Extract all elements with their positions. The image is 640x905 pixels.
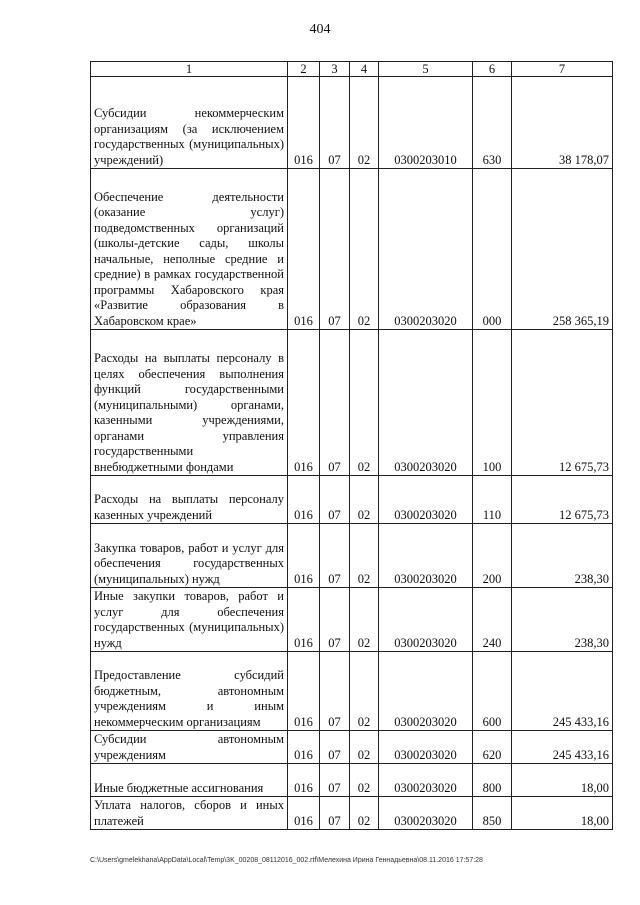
row-ministry-code: 016 xyxy=(288,476,320,524)
table-row xyxy=(91,330,613,476)
table-row xyxy=(91,524,613,588)
row-target-article: 0300203020 xyxy=(379,764,473,797)
row-subsection: 02 xyxy=(350,524,379,588)
row-subsection: 02 xyxy=(350,731,379,764)
row-subsection: 02 xyxy=(350,476,379,524)
header-cell-3: 3 xyxy=(320,62,350,77)
budget-table xyxy=(90,61,613,830)
row-target-article: 0300203020 xyxy=(379,731,473,764)
row-amount: 245 433,16 xyxy=(512,731,613,764)
header-cell-2: 2 xyxy=(288,62,320,77)
row-expense-type: 100 xyxy=(473,330,512,476)
row-section: 07 xyxy=(320,588,350,652)
header-cell-5: 5 xyxy=(379,62,473,77)
row-section: 07 xyxy=(320,652,350,731)
row-expense-type: 630 xyxy=(473,77,512,169)
row-expense-type: 850 xyxy=(473,797,512,830)
row-amount: 245 433,16 xyxy=(512,652,613,731)
row-expense-type: 240 xyxy=(473,588,512,652)
row-ministry-code: 016 xyxy=(288,797,320,830)
row-name: Предоставление субсидий бюджетным, автономным учреждениям и иным некоммерческим организациям xyxy=(91,652,288,731)
row-name: Расходы на выплаты персоналу в целях обеспечения выполнения функций государственными (муниципальными) органами, казенными учреждениями, органами управления государственными внебюджетными фондами xyxy=(91,330,288,476)
row-name: Обеспечение деятельности (оказание услуг) подведомственных организаций (школы-детские сады, школы начальные, неполные средние и средние) в рамках государственной программы Хабаровского края «Развитие образования в Хабаровском крае» xyxy=(91,169,288,330)
row-amount: 238,30 xyxy=(512,588,613,652)
row-expense-type: 600 xyxy=(473,652,512,731)
row-expense-type: 000 xyxy=(473,169,512,330)
header-cell-6: 6 xyxy=(473,62,512,77)
row-name: Иные закупки товаров, работ и услуг для обеспечения государственных (муниципальных) нужд xyxy=(91,588,288,652)
row-subsection: 02 xyxy=(350,330,379,476)
row-subsection: 02 xyxy=(350,588,379,652)
page-number: 404 xyxy=(309,22,331,37)
row-expense-type: 110 xyxy=(473,476,512,524)
row-target-article: 0300203010 xyxy=(379,77,473,169)
row-target-article: 0300203020 xyxy=(379,588,473,652)
row-amount: 258 365,19 xyxy=(512,169,613,330)
row-name: Уплата налогов, сборов и иных платежей xyxy=(91,797,288,830)
row-target-article: 0300203020 xyxy=(379,797,473,830)
row-section: 07 xyxy=(320,764,350,797)
table-row xyxy=(91,764,613,797)
row-ministry-code: 016 xyxy=(288,524,320,588)
row-subsection: 02 xyxy=(350,652,379,731)
row-target-article: 0300203020 xyxy=(379,169,473,330)
row-name: Субсидии автономным учреждениям xyxy=(91,731,288,764)
table-row xyxy=(91,588,613,652)
row-ministry-code: 016 xyxy=(288,330,320,476)
row-ministry-code: 016 xyxy=(288,77,320,169)
table-row xyxy=(91,731,613,764)
row-expense-type: 620 xyxy=(473,731,512,764)
row-amount: 38 178,07 xyxy=(512,77,613,169)
row-target-article: 0300203020 xyxy=(379,330,473,476)
row-name: Расходы на выплаты персоналу казенных учреждений xyxy=(91,476,288,524)
row-amount: 18,00 xyxy=(512,797,613,830)
row-amount: 12 675,73 xyxy=(512,330,613,476)
table-row xyxy=(91,797,613,830)
row-amount: 18,00 xyxy=(512,764,613,797)
row-ministry-code: 016 xyxy=(288,588,320,652)
row-subsection: 02 xyxy=(350,77,379,169)
table-row xyxy=(91,77,613,169)
row-name: Иные бюджетные ассигнования xyxy=(91,764,288,797)
table-row xyxy=(91,476,613,524)
row-target-article: 0300203020 xyxy=(379,652,473,731)
row-subsection: 02 xyxy=(350,797,379,830)
row-section: 07 xyxy=(320,330,350,476)
row-ministry-code: 016 xyxy=(288,764,320,797)
header-cell-4: 4 xyxy=(350,62,379,77)
header-row xyxy=(91,62,613,77)
row-expense-type: 200 xyxy=(473,524,512,588)
row-target-article: 0300203020 xyxy=(379,476,473,524)
row-target-article: 0300203020 xyxy=(379,524,473,588)
header-cell-7: 7 xyxy=(512,62,613,77)
row-section: 07 xyxy=(320,524,350,588)
row-expense-type: 800 xyxy=(473,764,512,797)
document-footer-path: C:\Users\gmelekhana\AppData\Local\Temp\3K_00208_08112016_002.rtf\Мелехина Ирина Геннадьевна\08.11.2016 17:57:28 xyxy=(90,857,483,864)
row-section: 07 xyxy=(320,476,350,524)
row-section: 07 xyxy=(320,731,350,764)
row-subsection: 02 xyxy=(350,764,379,797)
row-amount: 238,30 xyxy=(512,524,613,588)
row-amount: 12 675,73 xyxy=(512,476,613,524)
row-ministry-code: 016 xyxy=(288,731,320,764)
row-subsection: 02 xyxy=(350,169,379,330)
row-ministry-code: 016 xyxy=(288,169,320,330)
row-name: Закупка товаров, работ и услуг для обеспечения государственных (муниципальных) нужд xyxy=(91,524,288,588)
table-row xyxy=(91,169,613,330)
header-cell-1: 1 xyxy=(91,62,288,77)
row-ministry-code: 016 xyxy=(288,652,320,731)
table-row xyxy=(91,652,613,731)
row-section: 07 xyxy=(320,797,350,830)
row-section: 07 xyxy=(320,77,350,169)
row-section: 07 xyxy=(320,169,350,330)
row-name: Субсидии некоммерческим организациям (за исключением государственных (муниципальных) учреждений) xyxy=(91,77,288,169)
